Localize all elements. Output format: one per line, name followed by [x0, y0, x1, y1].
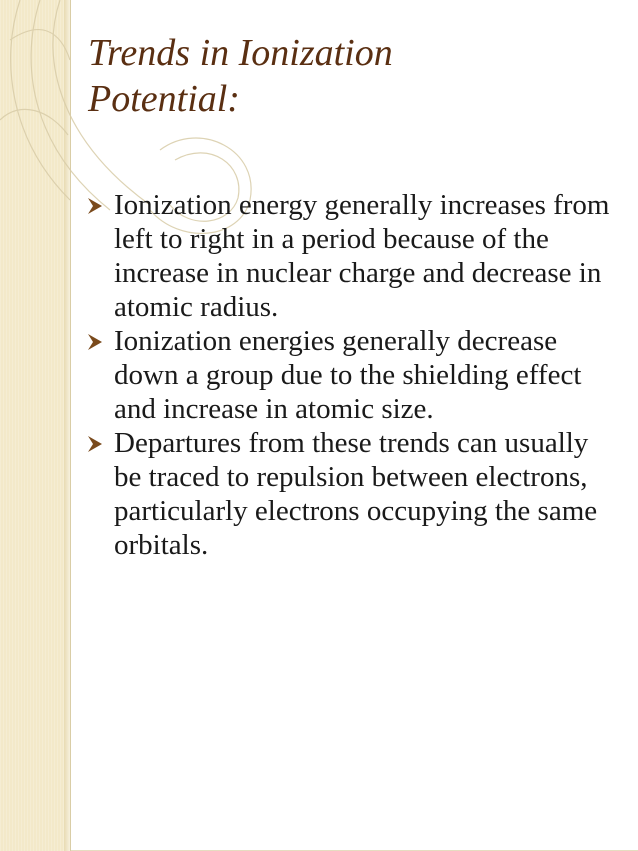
- slide-title-line-1: Trends in Ionization: [88, 32, 393, 74]
- arrow-bullet-icon: [84, 196, 106, 216]
- slide-title-line-2: Potential:: [88, 78, 240, 120]
- bullet-text-1: Ionization energy generally increases from left to right in a period because of the increase in nuclear charge and decrease in atomic radius.: [114, 189, 610, 323]
- bullet-item-2: [84, 324, 618, 426]
- arrow-bullet-icon: [84, 332, 106, 352]
- bullet-item-3: [84, 426, 618, 562]
- bullet-item-1: [84, 188, 618, 324]
- bullet-text-3: Departures from these trends can usually be traced to repulsion between electrons, particularly electrons occupying the same orbitals.: [114, 427, 598, 561]
- bullet-text-2: Ionization energies generally decrease down a group due to the shielding effect and increase in atomic size.: [114, 325, 582, 425]
- bullet-list: [84, 188, 618, 562]
- slide-title: [88, 30, 608, 122]
- arrow-bullet-icon: [84, 434, 106, 454]
